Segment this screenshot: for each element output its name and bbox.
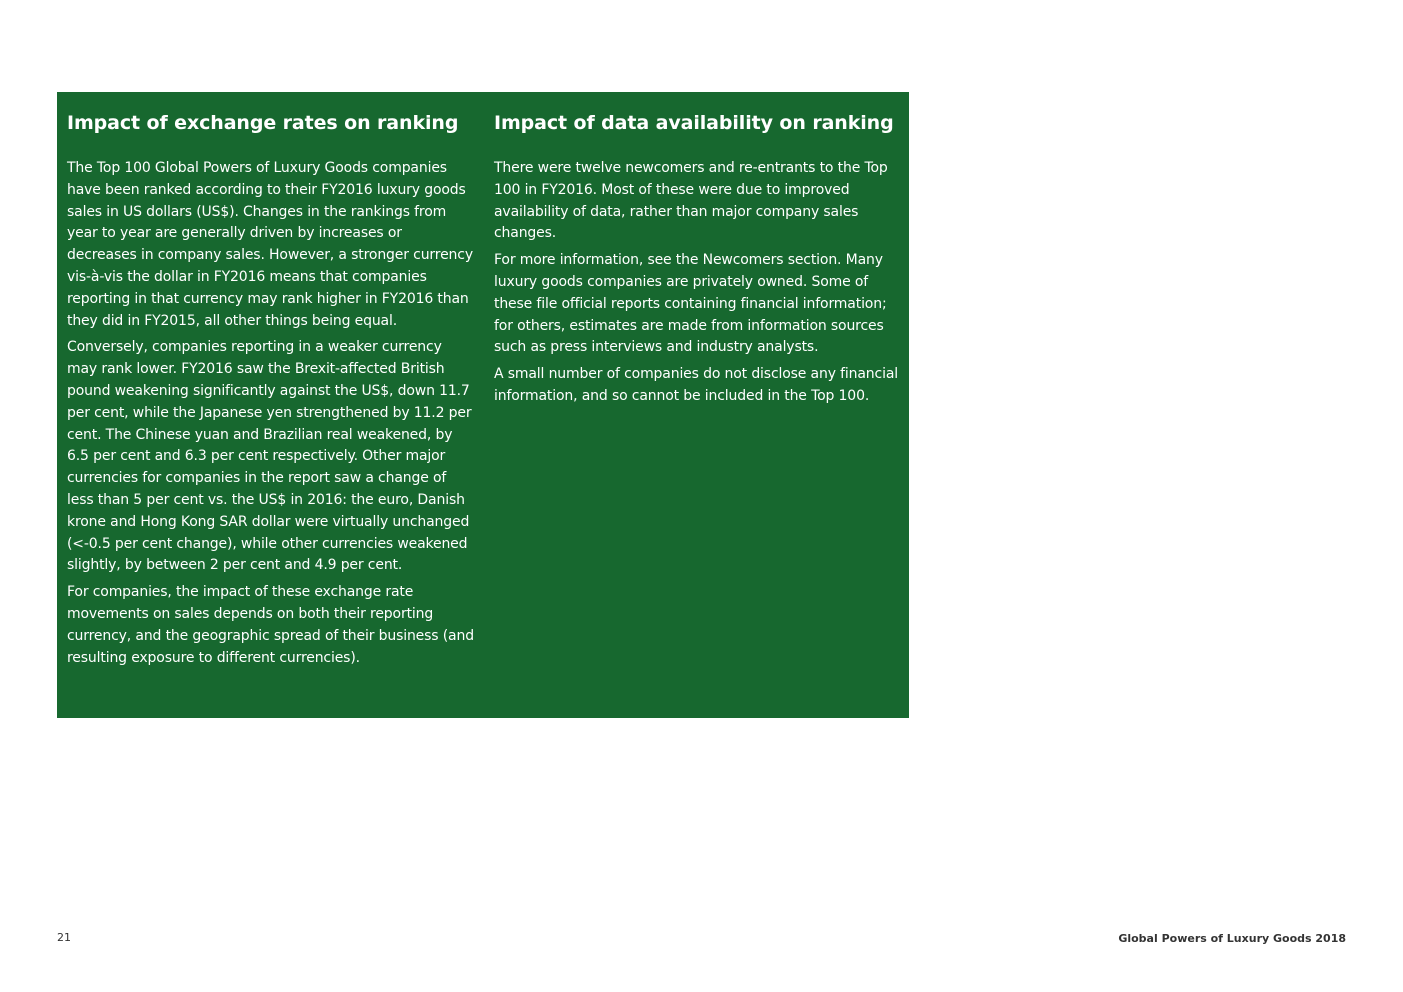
data-availability-paragraph-3: A small number of companies do not disclose any financial information, and so cannot be included in the Top 100. <box>494 366 898 404</box>
data-availability-paragraph-1: There were twelve newcomers and re-entrants to the Top 100 in FY2016. Most of these were due to improved availability of data, rather than major company sales changes. <box>494 160 888 242</box>
exchange-rates-body <box>67 158 475 674</box>
info-panel <box>57 92 909 718</box>
page-number: 21 <box>57 931 71 944</box>
data-availability-paragraph-2: For more information, see the Newcomers section. Many luxury goods companies are privately owned. Some of these file official reports containing financial information; for others, estimates are made from information sources such as press interviews and industry analysts. <box>494 252 887 356</box>
data-availability-heading: Impact of data availability on ranking <box>494 112 894 134</box>
exchange-rates-paragraph-3: For companies, the impact of these exchange rate movements on sales depends on both their reporting currency, and the geographic spread of their business (and resulting exposure to different currencies). <box>67 584 474 666</box>
publication-title: Global Powers of Luxury Goods 2018 <box>1118 932 1346 945</box>
exchange-rates-paragraph-1: The Top 100 Global Powers of Luxury Goods companies have been ranked according to their FY2016 luxury goods sales in US dollars (US$). Changes in the rankings from year to year are generally driven by increases or decreases in company sales. However, a stronger currency vis-à-vis the dollar in FY2016 means that companies reporting in that currency may rank higher in FY2016 than they did in FY2015, all other things being equal. <box>67 160 473 329</box>
exchange-rates-paragraph-2: Conversely, companies reporting in a weaker currency may rank lower. FY2016 saw the Brexit-affected British pound weakening significantly against the US$, down 11.7 per cent, while the Japanese yen strengthened by 11.2 per cent. The Chinese yuan and Brazilian real weakened, by 6.5 per cent and 6.3 per cent respectively. Other major currencies for companies in the report saw a change of less than 5 per cent vs. the US$ in 2016: the euro, Danish krone and Hong Kong SAR dollar were virtually unchanged (<-0.5 per cent change), while other currencies weakened slightly, by between 2 per cent and 4.9 per cent. <box>67 339 472 574</box>
exchange-rates-heading: Impact of exchange rates on ranking <box>67 112 459 134</box>
data-availability-body <box>494 158 899 413</box>
